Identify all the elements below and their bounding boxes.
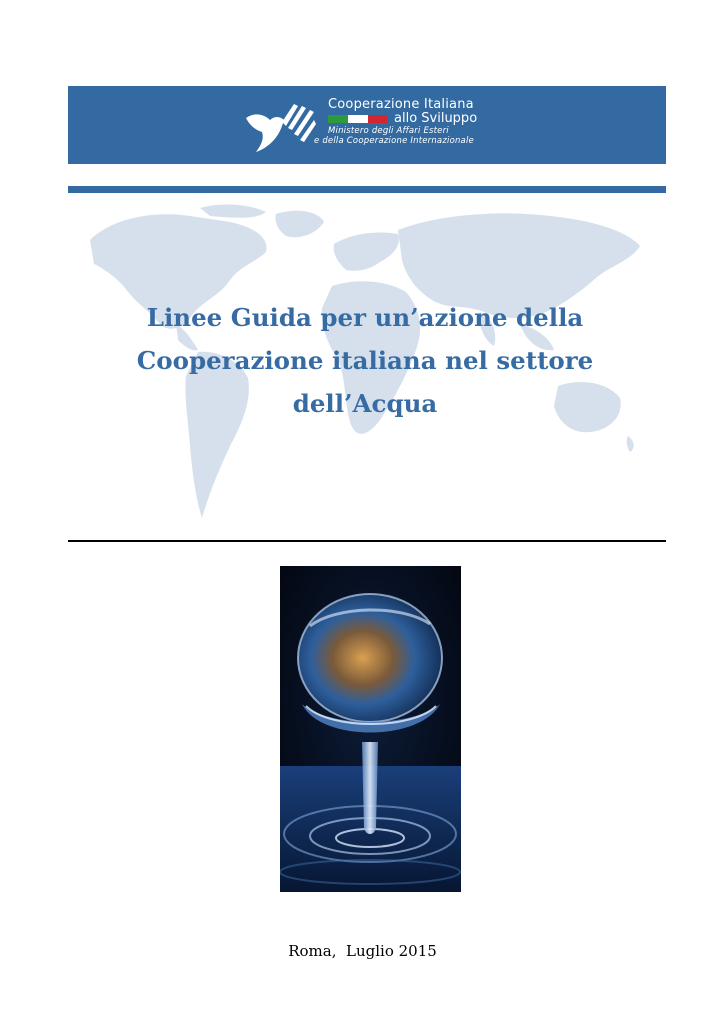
title-line-2: Cooperazione italiana nel settore — [136, 346, 594, 375]
place-date: Roma, Luglio 2015 — [288, 942, 437, 960]
header-band — [68, 86, 666, 164]
cover-image — [280, 566, 461, 892]
logo-name-line1: Cooperazione Italiana — [328, 97, 474, 112]
logo-ministry-line1: Ministero degli Affari Esteri — [328, 126, 449, 136]
document-title — [80, 296, 650, 425]
title-line-1: Linee Guida per un’azione della — [146, 303, 584, 332]
cooperazione-logo — [244, 96, 514, 156]
logo-name-line2: allo Sviluppo — [394, 111, 478, 126]
black-divider — [68, 540, 666, 542]
dove-icon — [244, 98, 316, 154]
italian-flag-icon — [328, 115, 388, 123]
logo-ministry-line2: e della Cooperazione Internazionale — [314, 136, 474, 146]
title-line-3: dell’Acqua — [292, 389, 438, 418]
blue-divider — [68, 186, 666, 193]
logo-text — [314, 97, 478, 146]
